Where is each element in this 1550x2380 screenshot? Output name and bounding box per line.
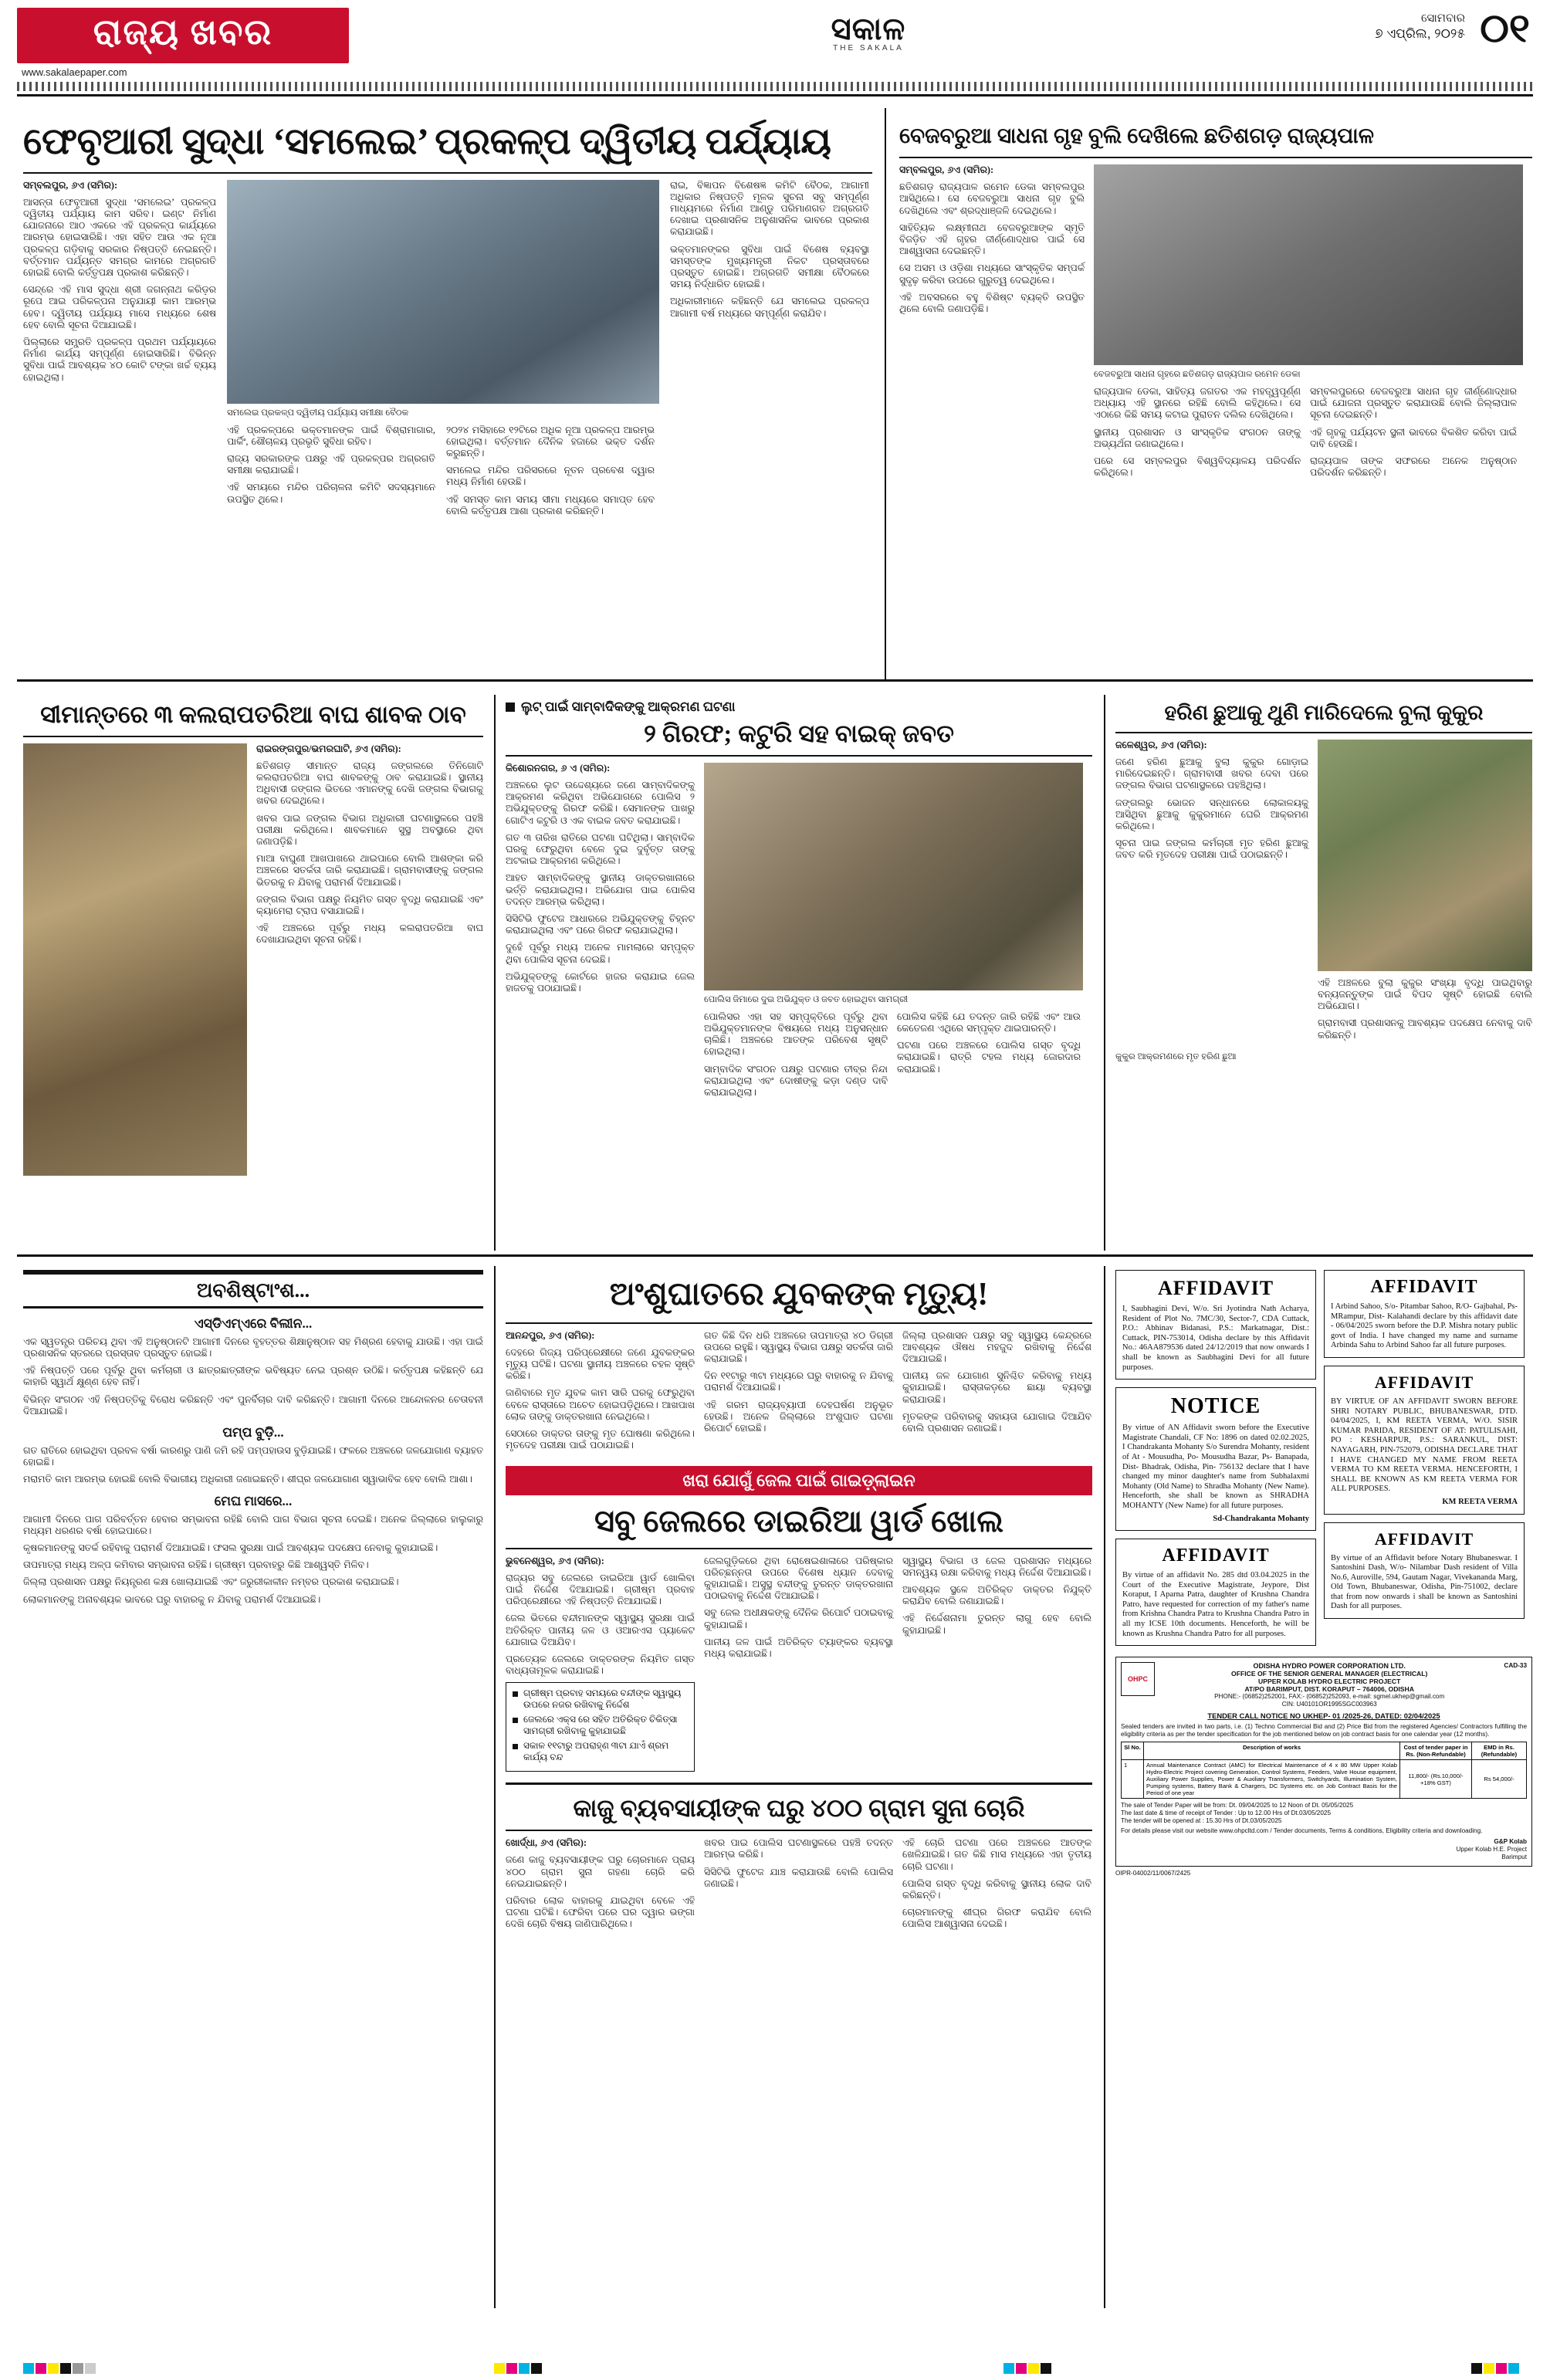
notice-1-title: NOTICE <box>1170 1394 1261 1419</box>
cont-body-1: ଏକ ସ୍ୱତନ୍ତ୍ର ପରିଚୟ ଥିବା ଏହି ଅନୁଷ୍ଠାନଟି ଆଗାମୀ ଦିନରେ ବୃହତ୍ତର ଶିକ୍ଷାନୁଷ୍ଠାନ ସହ ମିଶ୍ରଣ ହେବାକୁ ଯାଉଛି। ଏହା ପାଇଁ ପ୍ରଶାସନିକ ସ୍ତରରେ ପ୍ରସ୍ତାବ ପ୍ରସ୍ତୁତ ହୋଇଛି। ଏହି ନିଷ୍ପତ୍ତି ପରେ ପୂର୍ବରୁ ଥିବା କର୍ମଚାରୀ ଓ ଛାତ୍ରଛାତ୍ରୀଙ୍କ ଭବିଷ୍ୟତ ନେଇ ପ୍ରଶ୍ନ ଉଠିଛି। କର୍ତ୍ତୃପକ୍ଷ କହିଛନ୍ତି ଯେ କାହାରି ସ୍ୱାର୍ଥ କ୍ଷୁଣ୍ଣ ହେବ ନାହିଁ। ବିଭିନ୍ନ ସଂଗଠନ ଏହି ନିଷ୍ପତ୍ତିକୁ ବିରୋଧ କରିଛନ୍ତି ଏବଂ ପୁନର୍ବିଚାର ଦାବି କରିଛନ୍ତି। ଆଗାମୀ ଦିନରେ ଆନ୍ଦୋଳନର ଚେତାବନୀ ଦିଆଯାଇଛି। <box>23 1336 483 1417</box>
mid-left-photo <box>23 743 247 1176</box>
reg4-cyan <box>1508 2363 1519 2374</box>
section-title: ରାଜ୍ୟ ଖବର <box>93 12 273 52</box>
lead-bottom-rule <box>17 679 1533 682</box>
tender-org: ODISHA HYDRO POWER CORPORATION LTD. <box>1253 1662 1406 1671</box>
affidavit-3 <box>1324 1366 1525 1515</box>
page-number: ୦୧ <box>1480 7 1530 51</box>
center-story-headline: ଅଂଶୁଘାତରେ ଯୁବକଙ୍କ ମୃତ୍ୟୁ! <box>609 1277 989 1312</box>
affidavit-1-title: AFFIDAVIT <box>1157 1277 1274 1299</box>
affidavit-2-title: AFFIDAVIT <box>1370 1277 1478 1297</box>
paper-logo <box>787 11 949 52</box>
mid-right-hr <box>1115 732 1532 733</box>
mid-center-col2: ପୋଲିସର ଏହା ସହ ସମ୍ପୃକ୍ତିରେ ପୂର୍ବରୁ ଥିବା ଅଭିଯୁକ୍ତମାନଙ୍କ ବିଷୟରେ ମଧ୍ୟ ଅନୁସନ୍ଧାନ ଚାଲିଛି। ଅଞ୍ଚଳରେ ଆତଙ୍କ ପରିବେଶ ସୃଷ୍ଟି ହୋଇଥିଲା। ସାମ୍ବାଦିକ ସଂଗଠନ ପକ୍ଷରୁ ଘଟଣାର ତୀବ୍ର ନିନ୍ଦା କରାଯାଇଥିଲା ଏବଂ ଦୋଷୀଙ୍କୁ କଡ଼ା ଦଣ୍ଡ ଦାବି କରାଯାଇଥିଲା। <box>704 1011 888 1099</box>
tender-date-1: The sale of Tender Paper will be from: Dt. 09/04/2025 to 12 Noon of Dt. 05/05/2025 <box>1121 1802 1354 1810</box>
issue-day: ସୋମବାର <box>1421 12 1465 25</box>
mid-left-article <box>23 695 483 1176</box>
tender-td-2: 11,800/- (Rs.10,000/-+18% GST) <box>1400 1760 1472 1799</box>
cont-sub-3: ମେଘ ମାସରେ... <box>214 1493 293 1508</box>
lead-left-col3: ରାଇ, ବିଜ୍ଞାପନ ବିଶେଷଜ୍ଞ କମିଟି ବୈଠକ, ଆଗାମୀ ଅଧିକାର ନିଷ୍ପତ୍ତି ମୂଳକ ସୁଚନା ସବୁ ସମ୍ପୂର୍ଣ୍ଣ ମାଧ୍ୟମରେ ନିର୍ମାଣ ଆଣ୍ଡୁ ପରିମାଣଗତ ଅଗ୍ରଗତି ଦେଖାଇ ପ୍ରଶାସନିକ ଅନୁଶାସନିକ ଭାବରେ ପ୍ରକାଶ କରାଯାଇଛି। ଭକ୍ତମାନଙ୍କର ସୁବିଧା ପାଇଁ ବିଶେଷ ବ୍ୟବସ୍ଥା ସମସ୍ତଙ୍କ ମୁଖ୍ୟମନ୍ତ୍ରୀ ନିକଟ ପ୍ରସ୍ତାବରେ ପ୍ରସ୍ତୁତ ହୋଇଛି। ଅଗ୍ରଗତି ସମୀକ୍ଷା ବୈଠକରେ ସମୟ ନିର୍ଦ୍ଧାରିତ ହୋଇଛି। ଅଧିକାରୀମାନେ କହିଛନ୍ତି ଯେ ସମଲେଇ ପ୍ରକଳ୍ପ ଆଗାମୀ ବର୍ଷ ମଧ୍ୟରେ ସମ୍ପୂର୍ଣ୍ଣ କରାଯିବ। <box>670 179 869 319</box>
affidavit-2-body: I Arbind Sahoo, S/o- Pitambar Sahoo, R/O- Gajbahal, Ps-MRampur, Dist- Kalahandi declare by this affidavit date - 06/04/2025 sworn before the D.P. Mishra notary public govt of India. I have changed my name and surname Arbinda Sahu to Arbind Sahoo far all future purposes. <box>1331 1302 1518 1350</box>
tender-td-0: 1 <box>1122 1760 1144 1799</box>
lead-right-col2: ରାଜ୍ୟପାଳ ଡେକା, ସାହିତ୍ୟ ଜଗତର ଏକ ମହତ୍ତ୍ୱପୂର୍ଣ୍ଣ ଅଧ୍ୟାୟ ଏହି ସ୍ଥାନରେ ରହିଛି ବୋଲି କହିଥିଲେ। ସେ ଏଠାରେ କିଛି ସମୟ କଟାଇ ପୁରାତନ ଦଲିଲ ଦେଖିଥିଲେ। ସ୍ଥାନୀୟ ପ୍ରଶାସନ ଓ ସାଂସ୍କୃତିକ ସଂଗଠନ ତାଙ୍କୁ ଅଭ୍ୟର୍ଥନା ଜଣାଇଥିଲେ। ପରେ ସେ ସମ୍ବଲପୁର ବିଶ୍ୱବିଦ୍ୟାଳୟ ପରିଦର୍ଶନ କରିଥିଲେ। <box>1094 386 1301 479</box>
reg-black <box>60 2363 71 2374</box>
cont-title-rule <box>23 1306 483 1308</box>
mid-center-photo-caption: ପୋଲିସ ଜିମାରେ ଦୁଇ ଅଭିଯୁକ୍ତ ଓ ଜବତ ହୋଇଥିବା ସାମଗ୍ରୀ <box>704 994 909 1004</box>
affidavit-5 <box>1324 1522 1525 1620</box>
gold-story-top-rule <box>506 1782 1092 1785</box>
reg-cyan <box>23 2363 34 2374</box>
tender-th-0: Sl No. <box>1122 1742 1144 1760</box>
cont-top-rule <box>23 1270 483 1275</box>
tender-th-2: Cost of tender paper in Rs. (Non-Refundable) <box>1400 1742 1472 1760</box>
tender-th-1: Description of works <box>1144 1742 1400 1760</box>
center-story-hr <box>506 1322 1092 1324</box>
mid-right-col1: ଜଳେଶ୍ୱର, ୬ଏ (ସମିର): ଜଣେ ହରିଣ ଛୁଆକୁ ବୁଲା କୁକୁର ଗୋଡ଼ାଇ ମାରିଦେଇଛନ୍ତି। ଗ୍ରାମବାସୀ ଖବର ଦେବା ପରେ ଜଙ୍ଗଲ ବିଭାଗ ଘଟଣାସ୍ଥଳରେ ପହଞ୍ଚିଥିଲା। ଜଙ୍ଗଲରୁ ଭୋଜନ ସନ୍ଧାନରେ ଲୋକାଳୟକୁ ଆସିଥିବା ଛୁଆକୁ କୁକୁରମାନେ ଘେରି ଆକ୍ରମଣ କରିଥିଲେ। ସୂଚନା ପାଇ ଜଙ୍ଗଲ କର୍ମଚାରୀ ମୃତ ହରିଣ ଛୁଆକୁ ଜବତ କରି ମୃତଦେହ ପରୀକ୍ଷା ପାଇଁ ପଠାଇଛନ୍ତି। <box>1115 739 1308 861</box>
tender-office: OFFICE OF THE SENIOR GENERAL MANAGER (ELECTRICAL) <box>1231 1670 1428 1678</box>
mid-left-headline: ସୀମାନ୍ତରେ ୩ କଲରାପତରିଆ ବାଘ ଶାବକ ଠାବ <box>40 701 466 728</box>
jail-story-dateline: ଭୁବନେଶ୍ୱର, ୬ଏ (ସମିର): <box>506 1555 604 1566</box>
tender-th-3: EMD in Rs. (Refundable) <box>1472 1742 1527 1760</box>
mid-divider-1 <box>494 695 496 1251</box>
mid-left-text: ରାଇରଙ୍ଗପୁର/ଭମରଘାଟି, ୬ଏ (ସମିର): ଛତିଶଗଡ଼ ସୀମାନ୍ତ ରାଜ୍ୟ ଜଙ୍ଗଲରେ ତିନିଗୋଟି କଲରାପତରିଆ ବାଘ ଶାବକଙ୍କୁ ଠାବ କରାଯାଇଛି। ସ୍ଥାନୀୟ ଅଧିବାସୀ ଜଙ୍ଗଲ ଭିତରେ ଏମାନଙ୍କୁ ଦେଖି ଜଙ୍ଗଲ ବିଭାଗକୁ ଖବର ଦେଇଥିଲେ। ଖବର ପାଇ ଜଙ୍ଗଲ ବିଭାଗ ଅଧିକାରୀ ଘଟଣାସ୍ଥଳରେ ପହଞ୍ଚି ପରୀକ୍ଷା କରିଥିଲେ। ଶାବକମାନେ ସୁସ୍ଥ ଅବସ୍ଥାରେ ଥିବା ଜଣାପଡ଼ିଛି। ମାଆ ବାଘୁଣୀ ଆଖପାଖରେ ଥାଇପାରେ ବୋଲି ଆଶଙ୍କା କରି ଅଞ୍ଚଳରେ ସତର୍କତା ଜାରି କରାଯାଇଛି। ଗ୍ରାମବାସୀଙ୍କୁ ଜଙ୍ଗଲ ଭିତରକୁ ନ ଯିବାକୁ ପରାମର୍ଶ ଦିଆଯାଇଛି। ଜଙ୍ଗଲ ବିଭାଗ ପକ୍ଷରୁ ନିୟମିତ ଗସ୍ତ ବୃଦ୍ଧି କରାଯାଇଛି ଏବଂ କ୍ୟାମେରା ଟ୍ରାପ ବସାଯାଇଛି। ଏହି ଅଞ୍ଚଳରେ ପୂର୍ବରୁ ମଧ୍ୟ କଲରାପତରିଆ ବାଘ ଦେଖାଯାଇଥିବା ସୂଚନା ରହିଛି। <box>256 743 483 946</box>
tender-td-3: Rs 54,000/- <box>1472 1760 1527 1799</box>
masthead-divider-pattern <box>17 82 1533 91</box>
lead-right-dateline: ସମ୍ବଲପୁର, ୬ଏ (ସମିର): <box>899 164 994 176</box>
mid-right-photo-caption: କୁକୁର ଆକ୍ରମଣରେ ମୃତ ହରିଣ ଛୁଆ <box>1115 1051 1237 1061</box>
tender-footer: For details please visit our website www.ohpcltd.com / Tender documents, Terms & conditions, Eligibility criteria and downloading. <box>1121 1827 1483 1835</box>
notice-1-body: By virtue of AN Affidavit sworn before the Executive Magistrate Chandali, CF No: 1896 on dated 02.02.2025, I Chandrakanta Mohanty S/o Surendra Mohanty, resident of At - Mousudha, Po- Mousudha Bazar, Ps- Banapada, Dist- Bhadrak, Odisha, Pin- 756132 declare that I have changed my minor daughter's name from Subhalaxmi Mohanty (Old Name) to Shradha Mohanty (New Name). Henceforth, she shall be known as SHRADHA MOHANTY (New Name) for all future purposes. <box>1122 1424 1309 1510</box>
center-story-dateline: ଆନନ୍ଦପୁର, ୬ଏ (ସମିର): <box>506 1329 595 1341</box>
reg3-cyan <box>1003 2363 1014 2374</box>
cont-body-3: ଆଗାମୀ ଦିନରେ ପାଗ ପରିବର୍ତ୍ତନ ହେବାର ସମ୍ଭାବନା ରହିଛି ବୋଲି ପାଗ ବିଭାଗ ସୂଚନା ଦେଇଛି। ଅନେକ ଜିଲ୍ଲାରେ ହାଲୁକାରୁ ମଧ୍ୟମ ଧରଣର ବର୍ଷା ହୋଇପାରେ। କୃଷକମାନଙ୍କୁ ସତର୍କ ରହିବାକୁ ପରାମର୍ଶ ଦିଆଯାଇଛି। ଫସଲ ସୁରକ୍ଷା ପାଇଁ ଆବଶ୍ୟକ ପଦକ୍ଷେପ ନେବାକୁ କୁହାଯାଇଛି। ତାପମାତ୍ରା ମଧ୍ୟ ଅଳ୍ପ କମିବାର ସମ୍ଭାବନା ରହିଛି। ଗ୍ରୀଷ୍ମ ପ୍ରବାହରୁ କିଛି ଆଶ୍ୱସ୍ତି ମିଳିବ। ଜିଲ୍ଲା ପ୍ରଶାସନ ପକ୍ଷରୁ ନିୟନ୍ତ୍ରଣ କକ୍ଷ ଖୋଲାଯାଇଛି ଏବଂ ଜରୁରୀକାଳୀନ ନମ୍ବର ପ୍ରକାଶ କରାଯାଇଛି। ଲୋକମାନଙ୍କୁ ଅନାବଶ୍ୟକ ଭାବରେ ଘରୁ ବାହାରକୁ ନ ଯିବାକୁ ପରାମର୍ଶ ଦିଆଯାଇଛି। <box>23 1513 483 1605</box>
mid-left-hr <box>23 736 483 737</box>
mid-right-dateline: ଜଳେଶ୍ୱର, ୬ଏ (ସମିର): <box>1115 739 1207 750</box>
tender-table-row <box>1122 1760 1527 1799</box>
lead-left-photo-caption: ସମଲେଇ ପ୍ରକଳ୍ପ ଦ୍ୱିତୀୟ ପର୍ଯ୍ୟାୟ ସମୀକ୍ଷା ବୈଠକ <box>227 408 409 418</box>
gold-story-col2: ଖବର ପାଇ ପୋଲିସ ଘଟଣାସ୍ଥଳରେ ପହଞ୍ଚି ତଦନ୍ତ ଆରମ୍ଭ କରିଛି। ସିସିଟିଭି ଫୁଟେଜ ଯାଞ୍ଚ କରାଯାଉଛି ବୋଲି ପୋଲିସ ଜଣାଇଛି। <box>704 1837 893 1889</box>
center-story-col1: ଆନନ୍ଦପୁର, ୬ଏ (ସମିର): ଦେହରେ ଗିଜ୍ୟ ପରିପ୍ରେକ୍ଷୀରେ ଜଣେ ଯୁବକଙ୍କର ମୃତ୍ୟୁ ଘଟିଛି। ଘଟଣା ସ୍ଥାନୀୟ ଅଞ୍ଚଳରେ ଚହଳ ସୃଷ୍ଟି କରିଛି। ଜାଣିବାରେ ମୃତ ଯୁବକ କାମ ସାରି ଘରକୁ ଫେରୁଥିବା ବେଳେ ରାସ୍ତାରେ ଅଚେତ ହୋଇପଡ଼ିଥିଲେ। ଆଖପାଖ ଲୋକ ତାଙ୍କୁ ଡାକ୍ତରଖାନା ନେଇଥିଲେ। ସେଠାରେ ଡାକ୍ତର ତାଙ୍କୁ ମୃତ ଘୋଷଣା କରିଥିଲେ। ମୃତଦେହ ପରୀକ୍ଷା ପାଇଁ ପଠାଯାଇଛି। <box>506 1329 695 1451</box>
mid-center-photo <box>704 763 1083 990</box>
tender-td-1: Annual Maintenance Contract (AMC) for Electrical Maintenance of 4 x 80 MW Upper Kolab Hydro-Electric Project covering Generation, Control Systems, Feeders, Valve House equipment, Auxiliary Power Supplies, Power & Auxiliary Transformers, Switchyards, Illumination System, Pumping systems, Battery Bank & Chargers, DC Systems etc. on Job Contract Basis for the Period of one year <box>1144 1760 1400 1799</box>
mid-right-col2: ଏହି ଅଞ୍ଚଳରେ ବୁଲା କୁକୁର ସଂଖ୍ୟା ବୃଦ୍ଧି ପାଇଥିବାରୁ ବନ୍ୟଜନ୍ତୁଙ୍କ ପାଇଁ ବିପଦ ସୃଷ୍ଟି ହୋଇଛି ବୋଲି ଅଭିଯୋଗ। ଗ୍ରାମବାସୀ ପ୍ରଶାସନକୁ ଆବଶ୍ୟକ ପଦକ୍ଷେପ ନେବାକୁ ଦାବି କରିଛନ୍ତି। <box>1318 977 1532 1041</box>
bottom-divider-2 <box>1104 1266 1105 2308</box>
lead-right-article <box>899 116 1532 484</box>
gold-story-col1: ଖୋର୍ଦ୍ଧା, ୬ଏ (ସମିର): ଜଣେ କାଜୁ ବ୍ୟବସାୟୀଙ୍କ ଘରୁ ଚୋରମାନେ ପ୍ରାୟ ୪୦୦ ଗ୍ରାମ ସୁନା ଗହଣା ଚୋରି କରି ନେଇଯାଇଛନ୍ତି। ପରିବାର ଲୋକ ବାହାରକୁ ଯାଇଥିବା ବେଳେ ଏହି ଘଟଣା ଘଟିଛି। ଫେରିବା ପରେ ଘର ଦ୍ୱାର ଭଙ୍ଗା ଦେଖି ଚୋରି ବିଷୟ ଜାଣିପାରିଥିଲେ। <box>506 1837 695 1930</box>
tender-sign-1: G&P Kolab <box>1494 1838 1527 1846</box>
affidavit-4-body: By virtue of an affidavit No. 285 dtd 03.04.2025 in the Court of the Executive Magistrate, Jeypore, Dist Koraput, I Aparna Patra, daughter of Krushna Chandra Patro, have requested for correction of my father's name from Krishna Chandra Patra to Krushna Chandra Patro in all my ICSE 10th documents. Henceforth, he will be known as Krushna Chandra Patro for all purposes. <box>1122 1571 1309 1638</box>
registration-marks <box>0 2357 1550 2380</box>
lead-left-dateline: ସମ୍ବଲପୁର, ୬ଏ (ସମିର): <box>23 179 118 191</box>
reg-gray-2 <box>85 2363 96 2374</box>
notice-1 <box>1115 1387 1316 1531</box>
reg2-cyan <box>519 2363 530 2374</box>
center-story-col3: ଜିଲ୍ଲା ପ୍ରଶାସନ ପକ୍ଷରୁ ସବୁ ସ୍ୱାସ୍ଥ୍ୟ କେନ୍ଦ୍ରରେ ଆବଶ୍ୟକ ଔଷଧ ମହଜୁଦ ରଖିବାକୁ ନିର୍ଦ୍ଦେଶ ଦିଆଯାଇଛି। ପାନୀୟ ଜଳ ଯୋଗାଣ ସୁନିଶ୍ଚିତ କରିବାକୁ ମଧ୍ୟ କୁହାଯାଇଛି। ରାସ୍ତାକଡ଼ରେ ଛାୟା ବ୍ୟବସ୍ଥା କରାଯାଉଛି। ମୃତକଙ୍କ ପରିବାରକୁ ସହାୟତା ଯୋଗାଇ ଦିଆଯିବ ବୋଲି ପ୍ରଶାସନ ଜଣାଇଛି। <box>902 1329 1091 1434</box>
gold-story-hr <box>506 1830 1092 1831</box>
reg3-yellow <box>1028 2363 1039 2374</box>
section-banner <box>17 8 349 63</box>
tender-ref: OIPR-04002/11/0067/2425 <box>1115 1870 1191 1877</box>
jail-story-hr <box>506 1548 1092 1549</box>
tender-sign-3: Barimput <box>1501 1854 1527 1861</box>
lead-left-col2a: ଏହି ପ୍ରକଳ୍ପରେ ଭକ୍ତମାନଙ୍କ ପାଇଁ ବିଶ୍ରାମାଗାର, ପାର୍କିଂ, ଶୌଚାଳୟ ପ୍ରଭୃତି ସୁବିଧା ରହିବ। ରାଜ୍ୟ ସରକାରଙ୍କ ପକ୍ଷରୁ ଏହି ପ୍ରକଳ୍ପର ଅଗ୍ରଗତି ସମୀକ୍ଷା କରାଯାଇଛି। ଏହି ସମୟରେ ମନ୍ଦିର ପରିଚାଳନା କମିଟି ସଦସ୍ୟମାନେ ଉପସ୍ଥିତ ଥିଲେ। <box>227 424 435 505</box>
tender-cin: CIN: U40101OR1995SGC003963 <box>1281 1701 1377 1708</box>
tender-date-2: The last date & time of receipt of Tender : Up to 12.00 Hrs of Dt.03/05/2025 <box>1121 1810 1332 1817</box>
logo-text: ସକାଳ <box>831 12 906 46</box>
reg2-black <box>531 2363 542 2374</box>
lead-right-headline: ବେଜବରୁଆ ସାଧନା ଗୃହ ବୁଲି ଦେଖିଲେ ଛତିଶଗଡ଼ ରାଜ୍ୟପାଳ <box>899 124 1374 148</box>
lead-right-photo-caption: ବେଜବରୁଆ ସାଧନା ଗୃହରେ ଛତିଶଗଡ଼ ରାଜ୍ୟପାଳ ରମେନ ଡେକା <box>1094 370 1301 380</box>
lead-left-article <box>23 116 872 523</box>
website-url[interactable]: www.sakalaepaper.com <box>22 66 127 78</box>
logo-subtext: THE SAKALA <box>833 44 904 52</box>
issue-date <box>1375 11 1465 42</box>
gold-story-headline: କାଜୁ ବ୍ୟବସାୟୀଙ୍କ ଘରୁ ୪୦୦ ଗ୍ରାମ ସୁନା ଚୋରି <box>573 1794 1025 1823</box>
jail-story-col2: ଜେଲଗୁଡ଼ିକରେ ଥିବା ରୋଷେଇଶାଳାରେ ପରିଷ୍କାର ପରିଚ୍ଛନ୍ନତା ଉପରେ ବିଶେଷ ଧ୍ୟାନ ଦେବାକୁ କୁହାଯାଇଛି। ଅସୁସ୍ଥ ବନ୍ଦୀଙ୍କୁ ତୁରନ୍ତ ଡାକ୍ତରଖାନା ପଠାଇବାକୁ ନିର୍ଦ୍ଦେଶ ଦିଆଯାଇଛି। ସବୁ ଜେଲ ଅଧୀକ୍ଷକଙ୍କୁ ଦୈନିକ ରିପୋର୍ଟ ପଠାଇବାକୁ କୁହାଯାଇଛି। ପାନୀୟ ଜଳ ପାଇଁ ଅତିରିକ୍ତ ଟ୍ୟାଙ୍କର ବ୍ୟବସ୍ଥା ମଧ୍ୟ କରାଯାଇଛି। <box>704 1555 893 1659</box>
mid-right-headline: ହରିଣ ଛୁଆକୁ ଥୁଣି ମାରିଦେଲେ ବୁଲା କୁକୁର <box>1164 701 1484 724</box>
affidavit-1 <box>1115 1270 1316 1380</box>
lead-left-col2b: ୨୦୨୪ ମସିହାରେ ୧୨ଟିରେ ଅଧିକ ନୂଆ ପ୍ରକଳ୍ପ ଆରମ୍ଭ ହୋଇଥିଲା। ବର୍ତ୍ତମାନ ଦୈନିକ ହଜାରେ ଭକ୍ତ ଦର୍ଶନ କରୁଛନ୍ତି। ସମଲେଇ ମନ୍ଦିର ପରିସରରେ ନୂତନ ପ୍ରବେଶ ଦ୍ୱାର ମଧ୍ୟ ନିର୍ମାଣ ହେଉଛି। ଏହି ସମସ୍ତ କାମ ସମୟ ସୀମା ମଧ୍ୟରେ ସମାପ୍ତ ହେବ ବୋଲି କର୍ତ୍ତୃପକ୍ଷ ଆଶା ପ୍ରକାଶ କରିଛନ୍ତି। <box>446 424 655 516</box>
affidavit-4-title: AFFIDAVIT <box>1162 1545 1270 1566</box>
reg3-black <box>1041 2363 1051 2374</box>
lead-right-col3: ସମ୍ବଲପୁରରେ ବେଜବରୁଆ ସାଧନା ଗୃହ ଜୀର୍ଣ୍ଣୋଦ୍ଧାର ପାଇଁ ଯୋଜନା ପ୍ରସ୍ତୁତ କରାଯାଉଛି ବୋଲି ଜିଲ୍ଲାପାଳ ସୂଚନା ଦେଇଛନ୍ତି। ଏହି ଗୃହକୁ ପର୍ଯ୍ୟଟନ ସ୍ଥଳୀ ଭାବରେ ବିକଶିତ କରିବା ପାଇଁ ଦାବି ହେଉଛି। ରାଜ୍ୟପାଳ ତାଙ୍କ ସଫରରେ ଅନେକ ଅନୁଷ୍ଠାନ ପରିଦର୍ଶନ କରିଛନ୍ତି। <box>1310 386 1517 479</box>
tender-cad: CAD-33 <box>1504 1662 1527 1670</box>
mid-center-kicker: ଲୁଟ୍ ପାଇଁ ସାମ୍ବାଦିକଙ୍କୁ ଆକ୍ରମଣ ଘଟଣା <box>521 699 736 714</box>
mid-center-article <box>506 695 1092 1104</box>
lead-left-col1: ସମ୍ବଲପୁର, ୬ଏ (ସମିର): ଆସନ୍ତା ଫେବୃଆରୀ ସୁଦ୍ଧା ‘ସମଲେଇ’ ପ୍ରକଳ୍ପ ଦ୍ୱିତୀୟ ପର୍ଯ୍ୟାୟ କାମ ସରିବ। ଇଣ୍ଟ ନିର୍ମାଣ ଯୋଜନାରେ ଆଠ ଏକରେ ଏହି ପ୍ରକଳ୍ପ କାର୍ଯ୍ୟରେ ଆରମ୍ଭ ହୋଇସାରିଛି। ଏହା ସହିତ ଆଉ ଏକ ନୂଆ ପ୍ରକଳ୍ପ ଗଡ଼ିବାକୁ ସରକାର ନିଷ୍ପତ୍ତି ନେଇଛନ୍ତି। ବର୍ତ୍ତମାନ ପର୍ଯ୍ୟନ୍ତ ସମଗ୍ର କାମରେ ଅଗ୍ରଗତି ହୋଇଛି ବୋଲି କର୍ତ୍ତୃପକ୍ଷ ପ୍ରକାଶ କରିଛନ୍ତି। ସେନ୍ଦ୍ରେ ଏହି ମାସ ସୁଦ୍ଧା ଶ୍ରୀ ଜଗନ୍ନାଥ କରିଡ଼ର ରୂପେ ଆଇ ପରିକଳ୍ପନା ଅନୁଯାୟୀ କାମ ଆରମ୍ଭ ହେବ। ଦ୍ୱିତୀୟ ପର୍ଯ୍ୟାୟ ମାସେ ମଧ୍ୟରେ ଶେଷ ହେବ ବୋଲି ସୂଚନା ଦିଆଯାଇଛି। ପିଲ୍ଲାରେ ସମ୍ପ୍ରତି ପ୍ରକଳ୍ପ ପ୍ରଥମ ପର୍ଯ୍ୟାୟରେ ନିର୍ମାଣ କାର୍ଯ୍ୟ ସମ୍ପୂର୍ଣ୍ଣ ହୋଇସାରିଛି। ବିଭିନ୍ନ ସୁବିଧା ପାଇଁ ଆବଶ୍ୟକ ୪୦ କୋଟି ଟଙ୍କା ଖର୍ଚ୍ଚ ବ୍ୟୟ ହୋଇଥିଲା। <box>23 179 216 383</box>
cont-sub-2: ପମ୍ପ ବୁଡ଼ି... <box>222 1424 284 1440</box>
affidavit-3-body: BY VIRTUE OF AN AFFIDAVIT SWORN BEFORE SHRI NOTARY PUBLIC, BHUBANESWAR, DTD. 04/04/2025, I, KM REETA VERMA, W/O. SISIR KUMAR PARIDA, RESIDENT OF AT: PATULISAHI, PO : KESHARPUR, P.S.: SARANKUL, DIST: NAYAGARH, PIN-752079, ODISHA DECLARE THAT I HAVE CHANGED MY NAME FROM REETA VERMA TO KM REETA VERMA. HENCEFORTH, I SHALL BE KNOWN AS KM REETA VERMA FOR ALL PURPOSES. <box>1331 1397 1518 1494</box>
tender-notice <box>1115 1657 1532 1867</box>
jail-story-col3: ସ୍ୱାସ୍ଥ୍ୟ ବିଭାଗ ଓ ଜେଲ ପ୍ରଶାସନ ମଧ୍ୟରେ ସମନ୍ୱୟ ରକ୍ଷା କରିବାକୁ ମଧ୍ୟ ନିର୍ଦ୍ଦେଶ ଦିଆଯାଇଛି। ଆବଶ୍ୟକ ସ୍ଥଳେ ଅତିରିକ୍ତ ଡାକ୍ତର ନିଯୁକ୍ତି କରାଯିବ ବୋଲି ଜଣାଯାଇଛି। ଏହି ନିର୍ଦ୍ଦେଶନାମା ତୁରନ୍ତ ଲାଗୁ ହେବ ବୋଲି କୁହାଯାଇଛି। <box>902 1555 1091 1636</box>
lead-left-headline: ଫେବୃଆରୀ ସୁଦ୍ଧା ‘ସମଲେଇ’ ପ୍ରକଳ୍ପ ଦ୍ୱିତୀୟ ପର୍ଯ୍ୟାୟ <box>23 121 831 162</box>
tender-title: TENDER CALL NOTICE NO UKHEP- 01 /2025-26, DATED: 02/04/2025 <box>1207 1711 1440 1721</box>
mid-right-article <box>1115 695 1532 1062</box>
tender-table <box>1121 1742 1527 1799</box>
tender-sign-2: Upper Kolab H.E. Project <box>1456 1846 1527 1854</box>
tender-addr1: UPPER KOLAB HYDRO ELECTRIC PROJECT <box>1258 1678 1401 1686</box>
tender-phone: PHONE:- (06852)252001, FAX:- (06852)252093, e-mail: sgmel.ukhep@gmail.com <box>1214 1693 1445 1701</box>
affidavit-4 <box>1115 1539 1316 1646</box>
gold-story-col3: ଏହି ଚୋରି ଘଟଣା ପରେ ଅଞ୍ଚଳରେ ଆତଙ୍କ ଖେଳିଯାଇଛି। ଗତ କିଛି ମାସ ମଧ୍ୟରେ ଏହା ତୃତୀୟ ଚୋରି ଘଟଣା। ପୋଲିସ ଗସ୍ତ ବୃଦ୍ଧି କରିବାକୁ ସ୍ଥାନୀୟ ଲୋକ ଦାବି କରିଛନ୍ତି। ଚୋରମାନଙ୍କୁ ଶୀଘ୍ର ଗିରଫ କରାଯିବ ବୋଲି ପୋଲିସ ଆଶ୍ୱାସନା ଦେଇଛି। <box>902 1837 1091 1930</box>
mid-center-headline: ୨ ଗିରଫ; କଟୁରି ସହ ବାଇକ୍ ଜବତ <box>644 719 954 748</box>
reg4-black <box>1471 2363 1482 2374</box>
jail-story-headline: ସବୁ ଜେଲରେ ଡାଇରିଆ ୱାର୍ଡ ଖୋଲ <box>594 1504 1004 1539</box>
continuations-title: ଅବଶିଷ୍ଟାଂଶ... <box>196 1279 310 1302</box>
mid-left-dateline: ରାଇରଙ୍ଗପୁର/ଭମରଘାଟି, ୬ଏ (ସମିର): <box>256 743 401 754</box>
masthead <box>0 0 1550 91</box>
jail-story-bullets: ଗ୍ରୀଷ୍ମ ପ୍ରବାହ ସମୟରେ ବନ୍ଦୀଙ୍କ ସ୍ୱାସ୍ଥ୍ୟ ଉପରେ ନଜର ରଖିବାକୁ ନିର୍ଦ୍ଦେଶ ଜେଲରେ ଏକ୍ସ ରେ ସହିତ ଅତିରିକ୍ତ ଚିକିତ୍ସା ସାମଗ୍ରୀ ରଖିବାକୁ କୁହାଯାଇଛି ସକାଳ ୧୧ଟାରୁ ଅପରାହ୍ଣ ୩ଟା ଯାଏଁ ଶ୍ରମ କାର୍ଯ୍ୟ ବନ୍ଦ <box>511 1688 689 1763</box>
mid-center-col1: କିଶୋରନଗର, ୬ ଏ (ସମିର): ଅଞ୍ଚଳରେ ଲୁଟ ଉଦ୍ଦେଶ୍ୟରେ ଜଣେ ସାମ୍ବାଦିକଙ୍କୁ ଆକ୍ରମଣ କରିଥିବା ଅଭିଯୋଗରେ ପୋଲିସ ୨ ଅଭିଯୁକ୍ତଙ୍କୁ ଗିରଫ କରିଛି। ସେମାନଙ୍କ ପାଖରୁ ଗୋଟିଏ କଟୁରି ଓ ଏକ ବାଇକ ଜବତ କରାଯାଇଛି। ଗତ ୩ ତାରିଖ ରାତିରେ ଘଟଣା ଘଟିଥିଲା। ସାମ୍ବାଦିକ ଘରକୁ ଫେରୁଥିବା ବେଳେ ଦୁଇ ଦୁର୍ବୃତ୍ତ ତାଙ୍କୁ ଅଟକାଇ ଆକ୍ରମଣ କରିଥିଲେ। ଆହତ ସାମ୍ବାଦିକଙ୍କୁ ସ୍ଥାନୀୟ ଡାକ୍ତରଖାନାରେ ଭର୍ତ୍ତି କରାଯାଇଥିଲା। ଅଭିଯୋଗ ପାଇ ପୋଲିସ ତଦନ୍ତ ଆରମ୍ଭ କରିଥିଲା। ସିସିଟିଭି ଫୁଟେଜ ଆଧାରରେ ଅଭିଯୁକ୍ତଙ୍କୁ ଚିହ୍ନଟ କରାଯାଇଥିଲା ଏବଂ ପରେ ଗିରଫ କରାଯାଇଥିଲା। ଦୁହେଁ ପୂର୍ବରୁ ମଧ୍ୟ ଅନେକ ମାମଲାରେ ସମ୍ପୃକ୍ତ ଥିବା ପୋଲିସ ସୂଚନା ଦେଇଛି। ଅଭିଯୁକ୍ତଙ୍କୁ କୋର୍ଟରେ ହାଜର କରାଯାଇ ଜେଲ ହାଜତକୁ ପଠାଯାଇଛି। <box>506 762 695 994</box>
affidavit-5-body: By virtue of an Affidavit before Notary Bhubaneswar. I Santoshini Dash, W/o- Nilambar Dash resident of Villa No.6, Auroville, 594, Gautam Nagar, Vivekananda Marg, Old Town, Bhubaneswar, Odisha, Pin-751002, declare that from now onwards i shall be known as Santoshini Dash for all purposes. <box>1331 1553 1518 1611</box>
mid-center-hr <box>506 755 1092 757</box>
tender-sub: Sealed tenders are invited in two parts, i.e. (1) Techno Commercial Bid and (2) Price Bid from the registered Agencies/ Contractors fulfilling the eligibility criteria as per the tender specification for the job mentioned below on job contract basis for one calendar year (12 months). <box>1121 1723 1527 1738</box>
affidavit-5-title: AFFIDAVIT <box>1374 1529 1474 1549</box>
reg3-magenta <box>1016 2363 1027 2374</box>
reg-gray-1 <box>73 2363 83 2374</box>
affidavit-3-sign: KM REETA VERMA <box>1442 1497 1518 1506</box>
notice-1-sign: Sd-Chandrakanta Mohanty <box>1213 1514 1309 1523</box>
tender-addr2: AT/PO BARIMPUT, DIST. KORAPUT – 764006, ODISHA <box>1244 1685 1414 1694</box>
affidavit-3-title: AFFIDAVIT <box>1374 1372 1474 1392</box>
red-strip-banner: ଖରା ଯୋଗୁଁ ଜେଲ ପାଇଁ ଗାଇଡ଼୍‌ଲାଇନ <box>506 1466 1092 1495</box>
classifieds-column <box>1115 1270 1532 1877</box>
cont-sub-1: ଏସ୍‌ଡିଏମ୍‌ଏରେ ବିଲୀନ... <box>194 1315 313 1331</box>
mid-center-col3: ପୋଲିସ କହିଛି ଯେ ତଦନ୍ତ ଜାରି ରହିଛି ଏବଂ ଆଉ କେତେଜଣ ଏଥିରେ ସମ୍ପୃକ୍ତ ଥାଇପାରନ୍ତି। ଘଟଣା ପରେ ଅଞ୍ଚଳରେ ପୋଲିସ ଗସ୍ତ ବୃଦ୍ଧି କରାଯାଇଛି। ରାତ୍ରି ଟହଲ ମଧ୍ୟ ଜୋରଦାର କରାଯାଇଛି। <box>897 1011 1081 1075</box>
affidavit-1-body: I, Saubhagini Devi, W/o. Sri Jyotindra Nath Acharya, Resident of Plot No. 7MC/30, Sector-7, CDA Cuttack, P.O.: Abhinav Bidanasi, P.S.: Markatnagar, Dist.: Cuttack, PIN-753014, Odisha declare by this Affidavit No.: 46AA879536 dated 24/12/2019 that now onwards I shall be known as Saubhagini Devi for all future purposes. <box>1122 1305 1309 1372</box>
mid-center-dateline: କିଶୋରନଗର, ୬ ଏ (ସମିର): <box>506 762 611 774</box>
affidavit-2 <box>1324 1270 1525 1358</box>
lead-divider <box>885 108 886 679</box>
lead-right-col1: ସମ୍ବଲପୁର, ୬ଏ (ସମିର): ଛତିଶଗଡ଼ ରାଜ୍ୟପାଳ ରମେନ ଡେକା ସମ୍ବଲପୁର ଆସିଥିଲେ। ସେ ବେଜବରୁଆ ସାଧନା ଗୃହ ବୁଲି ଦେଖିଥିଲେ ଏବଂ ଶ୍ରଦ୍ଧାଞ୍ଜଳି ଦେଇଥିଲେ। ସାହିତ୍ୟିକ ଲକ୍ଷ୍ମୀନାଥ ବେଜବରୁଆଙ୍କ ସ୍ମୃତି ବିଜଡ଼ିତ ଏହି ଗୃହର ଜୀର୍ଣ୍ଣୋଦ୍ଧାର ପାଇଁ ସେ ଆଶ୍ୱାସନା ଦେଇଛନ୍ତି। ସେ ଅସମ ଓ ଓଡ଼ିଶା ମଧ୍ୟରେ ସାଂସ୍କୃତିକ ସମ୍ପର୍କ ସୁଦୃଢ଼ କରିବା ଉପରେ ଗୁରୁତ୍ୱ ଦେଇଥିଲେ। ଏହି ଅବସରରେ ବହୁ ବିଶିଷ୍ଟ ବ୍ୟକ୍ତି ଉପସ୍ଥିତ ଥିଲେ ବୋଲି ଜଣାପଡ଼ିଛି। <box>899 164 1085 315</box>
reg-magenta <box>36 2363 46 2374</box>
bottom-divider-1 <box>494 1266 496 2308</box>
gold-story-dateline: ଖୋର୍ଦ୍ଧା, ୬ଏ (ସମିର): <box>506 1837 587 1849</box>
center-bottom-column <box>506 1270 1092 1936</box>
lead-left-photo <box>227 180 659 404</box>
cont-body-2: ଗତ ରାତିରେ ହୋଇଥିବା ପ୍ରବଳ ବର୍ଷା କାରଣରୁ ପାଣି ଜମି ରହି ପମ୍ପହାଉସ ବୁଡ଼ିଯାଇଛି। ଫଳରେ ଅଞ୍ଚଳରେ ଜଳଯୋଗାଣ ବ୍ୟାହତ ହୋଇଛି। ମରାମତି କାମ ଆରମ୍ଭ ହୋଇଛି ବୋଲି ବିଭାଗୀୟ ଅଧିକାରୀ ଜଣାଇଛନ୍ତି। ଶୀଘ୍ର ଜଳଯୋଗାଣ ସ୍ୱାଭାବିକ ହେବ ବୋଲି ଆଶା। <box>23 1444 483 1485</box>
center-story-col2: ଗତ କିଛି ଦିନ ଧରି ଅଞ୍ଚଳରେ ତାପମାତ୍ରା ୪୦ ଡିଗ୍ରୀ ଉପରେ ରହୁଛି। ସ୍ୱାସ୍ଥ୍ୟ ବିଭାଗ ପକ୍ଷରୁ ସତର୍କତା ଜାରି କରାଯାଇଛି। ଦିନ ୧୧ଟାରୁ ୩ଟା ମଧ୍ୟରେ ଘରୁ ବାହାରକୁ ନ ଯିବାକୁ ପରାମର୍ଶ ଦିଆଯାଇଛି। ଏହି ଗରମ ରାଜ୍ୟବ୍ୟାପୀ ଦେହଘର୍ଷଣ ଅନୁଭୂତ ହେଉଛି। ଅନେକ ଜିଲ୍ଲାରେ ଅଂଶୁଘାତ ଘଟଣା ରିପୋର୍ଟ ହୋଇଛି। <box>704 1329 893 1434</box>
issue-date-text: ୭ ଏପ୍ରିଲ, ୨୦୨୫ <box>1375 26 1465 41</box>
masthead-divider-line <box>17 94 1533 96</box>
lead-right-photo <box>1094 164 1523 365</box>
tender-date-3: The tender will be opened at : 15.30 Hrs of Dt.03/05/2025 <box>1121 1817 1282 1825</box>
ohpc-logo-icon: OHPC <box>1121 1662 1155 1696</box>
reg4-yellow <box>1484 2363 1494 2374</box>
reg4-magenta <box>1496 2363 1507 2374</box>
jail-story-col1: ଭୁବନେଶ୍ୱର, ୬ଏ (ସମିର): ରାଜ୍ୟର ସବୁ ଜେଲରେ ଡାଇରିଆ ୱାର୍ଡ ଖୋଲିବା ପାଇଁ ନିର୍ଦ୍ଦେଶ ଦିଆଯାଇଛି। ଗ୍ରୀଷ୍ମ ପ୍ରବାହ ପରିପ୍ରେକ୍ଷୀରେ ଏହି ନିଷ୍ପତ୍ତି ନିଆଯାଇଛି। ଜେଲ ଭିତରେ ବନ୍ଦୀମାନଙ୍କ ସ୍ୱାସ୍ଥ୍ୟ ସୁରକ୍ଷା ପାଇଁ ଅତିରିକ୍ତ ପାନୀୟ ଜଳ ଓ ଓଆରଏସ ପ୍ୟାକେଟ ଯୋଗାଇ ଦିଆଯିବ। ପ୍ରତ୍ୟେକ ଜେଲରେ ଡାକ୍ତରଙ୍କ ନିୟମିତ ଗସ୍ତ ବାଧ୍ୟତାମୂଳକ କରାଯାଇଛି। <box>506 1555 695 1677</box>
lead-left-hr <box>23 172 872 174</box>
reg2-yellow <box>494 2363 505 2374</box>
reg2-magenta <box>506 2363 517 2374</box>
reg-yellow <box>48 2363 59 2374</box>
continuations-column <box>23 1270 483 1611</box>
kicker-bullet-icon <box>506 702 515 712</box>
lead-right-hr <box>899 157 1532 158</box>
mid-divider-2 <box>1104 695 1105 1251</box>
mid-right-photo <box>1318 740 1532 971</box>
mid-bottom-rule <box>17 1254 1533 1257</box>
